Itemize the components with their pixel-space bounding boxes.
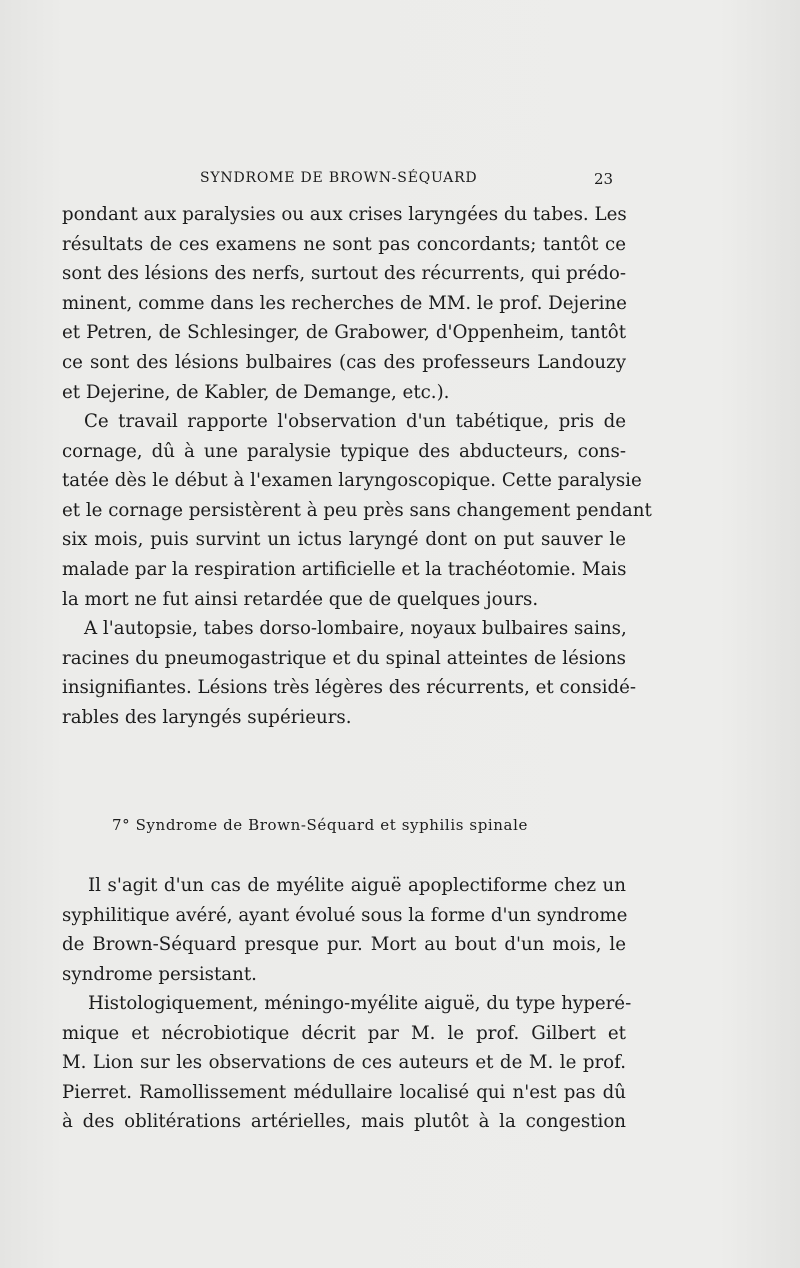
text-line: et Dejerine, de Kabler, de Demange, etc.).: [62, 381, 450, 403]
text-line: rables des laryngés supérieurs.: [62, 706, 352, 728]
text-line: de Brown-Séquard presque pur. Mort au bout d'un mois, le: [62, 934, 626, 956]
text-line: minent, comme dans les recherches de MM. le prof. Dejerine: [62, 292, 627, 314]
section-paragraph-2: [62, 989, 632, 1137]
text-line: résultats de ces examens ne sont pas concordants; tantôt ce: [62, 233, 626, 255]
text-line: syphilitique avéré, ayant évolué sous la forme d'un syndrome: [62, 904, 628, 926]
text-line: M. Lion sur les observations de ces auteurs et de M. le prof.: [62, 1052, 626, 1074]
text-line: racines du pneumogastrique et du spinal atteintes de lésions: [62, 647, 626, 669]
running-title: SYNDROME DE BROWN-SÉQUARD: [200, 170, 478, 186]
text-line: Pierret. Ramollissement médullaire localisé qui n'est pas dû: [62, 1081, 626, 1103]
text-line: et le cornage persistèrent à peu près sans changement pendant: [62, 499, 652, 521]
text-line: sont des lésions des nerfs, surtout des récurrents, qui prédo-: [62, 263, 626, 285]
section-heading: 7° Syndrome de Brown-Séquard et syphilis spinale: [112, 816, 528, 834]
text-line: à des oblitérations artérielles, mais plutôt à la congestion: [62, 1111, 626, 1133]
text-line: Histologiquement, méningo-myélite aiguë, du type hyperé-: [88, 993, 632, 1014]
text-line: la mort ne fut ainsi retardée que de quelques jours.: [62, 588, 539, 610]
paragraph-2: [62, 407, 652, 614]
text-line: mique et nécrobiotique décrit par M. le prof. Gilbert et: [62, 1022, 626, 1044]
text-line: insignifiantes. Lésions très légères des récurrents, et considé-: [62, 677, 637, 699]
text-line: malade par la respiration artificielle et la trachéotomie. Mais: [62, 558, 627, 580]
text-line: cornage, dû à une paralysie typique des abducteurs, cons-: [62, 440, 626, 462]
paragraph-1: [62, 200, 626, 407]
text-line: tatée dès le début à l'examen laryngoscopique. Cette paralysie: [62, 470, 642, 492]
text-line: et Petren, de Schlesinger, de Grabower, d'Oppenheim, tantôt: [62, 322, 626, 344]
text-line: Il s'agit d'un cas de myélite aiguë apoplectiforme chez un: [88, 875, 626, 896]
text-line: syndrome persistant.: [62, 963, 257, 985]
section-paragraph-1: [62, 871, 626, 989]
text-line: A l'autopsie, tabes dorso-lombaire, noyaux bulbaires sains,: [84, 618, 627, 639]
page-number: 23: [594, 170, 614, 188]
text-line: six mois, puis survint un ictus laryngé dont on put sauver le: [62, 529, 626, 551]
text-line: pondant aux paralysies ou aux crises laryngées du tabes. Les: [62, 204, 627, 225]
text-line: ce sont des lésions bulbaires (cas des professeurs Landouzy: [62, 351, 626, 373]
text-line: Ce travail rapporte l'observation d'un tabétique, pris de: [84, 411, 626, 432]
paragraph-3: [62, 614, 637, 732]
page-header: [0, 170, 800, 194]
